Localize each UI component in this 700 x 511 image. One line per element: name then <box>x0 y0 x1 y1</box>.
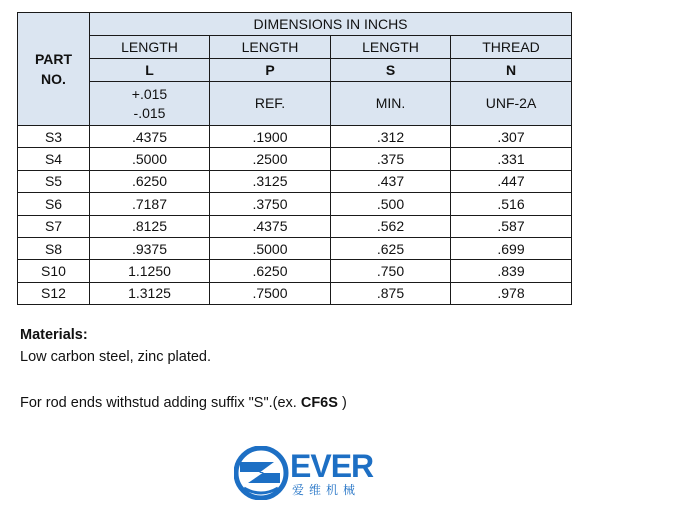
cell-part: S6 <box>18 193 90 215</box>
dimensions-table <box>17 12 572 305</box>
cell-l: 1.3125 <box>90 282 210 304</box>
cell-l: .5000 <box>90 148 210 170</box>
cell-p: .2500 <box>210 148 331 170</box>
col-tol-l <box>90 82 210 126</box>
part-header-line2: NO. <box>41 71 66 87</box>
cell-l: .4375 <box>90 126 210 148</box>
cell-part: S12 <box>18 282 90 304</box>
cell-l: .6250 <box>90 170 210 192</box>
part-no-header <box>18 13 90 126</box>
cell-n: .587 <box>451 215 572 237</box>
suffix-text: For rod ends withstud adding suffix "S".(ex. <box>20 395 301 411</box>
col-letter-n: N <box>451 59 572 82</box>
group-header: DIMENSIONS IN INCHS <box>90 13 572 36</box>
col-letter-l: L <box>90 59 210 82</box>
col-name-l: LENGTH <box>90 36 210 59</box>
col-tol-p: REF. <box>210 82 331 126</box>
table-row <box>18 260 572 282</box>
cell-part: S3 <box>18 126 90 148</box>
table-row <box>18 170 572 192</box>
cell-p: .5000 <box>210 237 331 259</box>
cell-part: S10 <box>18 260 90 282</box>
col-letter-s: S <box>331 59 451 82</box>
suffix-end: ) <box>337 395 347 411</box>
cell-n: .516 <box>451 193 572 215</box>
cell-n: .839 <box>451 260 572 282</box>
part-header-line1: PART <box>34 51 73 67</box>
cell-p: .4375 <box>210 215 331 237</box>
table-row <box>18 237 572 259</box>
cell-s: .875 <box>331 282 451 304</box>
ever-logo <box>234 446 384 500</box>
table-row <box>18 193 572 215</box>
cell-p: .7500 <box>210 282 331 304</box>
tol-minus: -.015 <box>133 104 166 121</box>
cell-part: S8 <box>18 237 90 259</box>
cell-n: .307 <box>451 126 572 148</box>
logo-brand: EVER <box>290 448 374 484</box>
cell-l: .9375 <box>90 237 210 259</box>
cell-s: .750 <box>331 260 451 282</box>
cell-part: S7 <box>18 215 90 237</box>
materials-title: Materials: <box>20 327 88 343</box>
cell-p: .6250 <box>210 260 331 282</box>
col-tol-s: MIN. <box>331 82 451 126</box>
table-row <box>18 126 572 148</box>
table-row <box>18 215 572 237</box>
cell-l: .7187 <box>90 193 210 215</box>
cell-p: .3750 <box>210 193 331 215</box>
cell-s: .375 <box>331 148 451 170</box>
table-row <box>18 148 572 170</box>
cell-s: .312 <box>331 126 451 148</box>
col-name-p: LENGTH <box>210 36 331 59</box>
cell-l: .8125 <box>90 215 210 237</box>
col-tol-n: UNF-2A <box>451 82 572 126</box>
cell-s: .500 <box>331 193 451 215</box>
materials-text: Low carbon steel, zinc plated. <box>20 349 212 365</box>
tol-plus: +.015 <box>131 85 168 102</box>
col-name-n: THREAD <box>451 36 572 59</box>
col-letter-p: P <box>210 59 331 82</box>
suffix-note <box>20 395 347 411</box>
cell-part: S4 <box>18 148 90 170</box>
cell-p: .3125 <box>210 170 331 192</box>
suffix-example: CF6S <box>300 395 338 411</box>
cell-n: .447 <box>451 170 572 192</box>
cell-s: .562 <box>331 215 451 237</box>
col-name-s: LENGTH <box>331 36 451 59</box>
cell-part: S5 <box>18 170 90 192</box>
cell-s: .437 <box>331 170 451 192</box>
cell-s: .625 <box>331 237 451 259</box>
logo-chinese: 爱维机械 <box>292 483 361 497</box>
cell-l: 1.1250 <box>90 260 210 282</box>
cell-n: .978 <box>451 282 572 304</box>
cell-n: .331 <box>451 148 572 170</box>
cell-n: .699 <box>451 237 572 259</box>
cell-p: .1900 <box>210 126 331 148</box>
table-row <box>18 282 572 304</box>
